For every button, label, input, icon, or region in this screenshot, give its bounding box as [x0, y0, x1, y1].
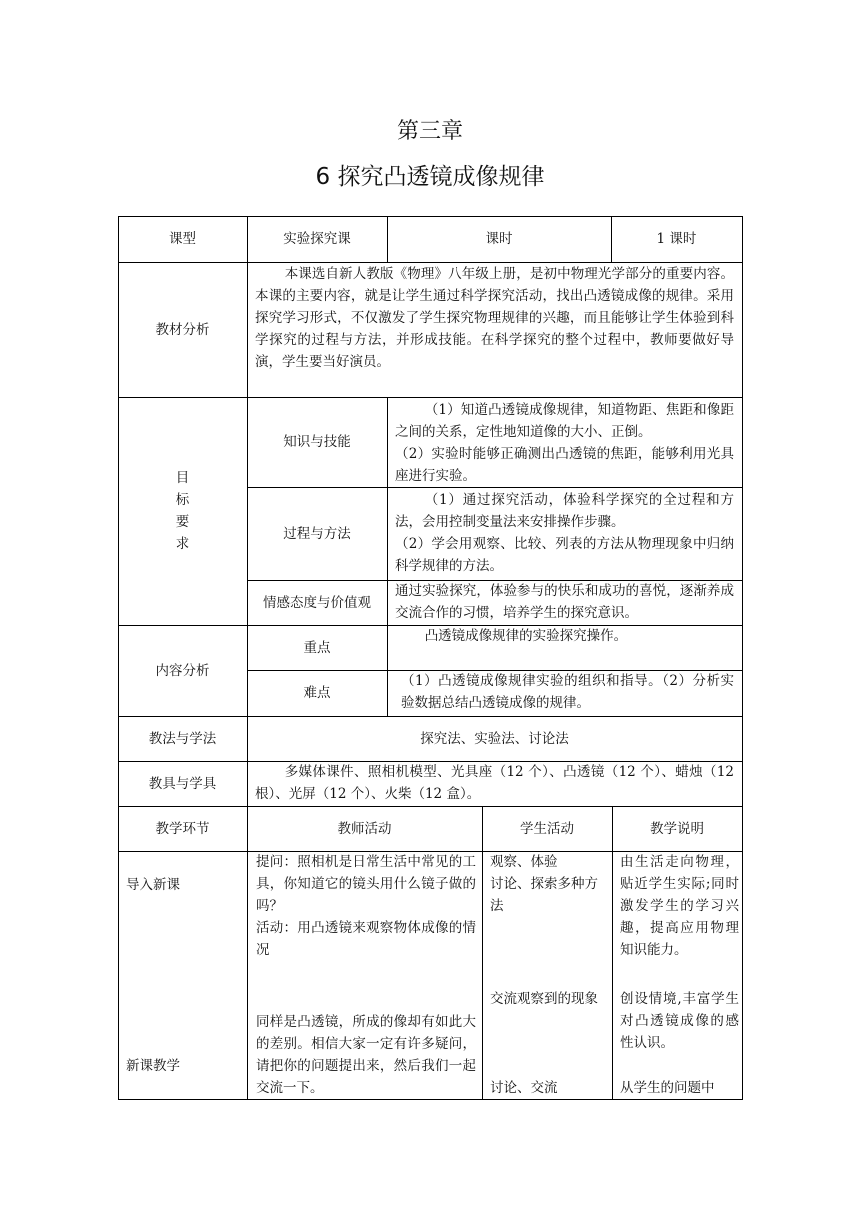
goals-label-char: 标	[175, 492, 190, 508]
student-activity-1: 观察、体验	[490, 854, 558, 870]
goals-label-char: 求	[175, 536, 190, 552]
student-activity-2: 讨论、探索多种方法	[490, 876, 598, 914]
teaching-note-1: 由生活走向物理，贴近学生实际;同时激发学生的学习兴趣，提高应用物理知识能力。	[620, 854, 739, 958]
lesson-type-value: 实验探究课	[283, 231, 351, 247]
hours-value: 1 课时	[656, 231, 697, 247]
tools-text: 多媒体课件、照相机模型、光具座（12 个）、凸透镜（12 个）、蜡烛（12 根）、光屏（12 个）、火柴（12 盒）。	[255, 764, 734, 802]
difficult-point-text: （1）凸透镜成像规律实验的组织和指导。（2）分析实验数据总结凸透镜成像的规律。	[401, 673, 734, 711]
header-teacher: 教师活动	[337, 820, 392, 837]
stage-intro: 导入新课	[126, 877, 180, 893]
chapter-title: 第三章	[396, 119, 463, 144]
student-activity-4: 讨论、交流	[490, 1080, 558, 1096]
content-analysis-label: 内容分析	[155, 662, 210, 679]
goals-label-char: 目	[175, 470, 190, 486]
methods-label: 教法与学法	[148, 730, 217, 747]
process-label: 过程与方法	[283, 525, 351, 542]
process-text-1: （1）通过探究活动，体验科学探究的全过程和方法，会用控制变量法来安排操作步骤。	[395, 492, 734, 530]
header-student: 学生活动	[520, 820, 574, 837]
knowledge-text-1: （1）知道凸透镜成像规律，知道物距、焦距和像距之间的关系，定性地知道像的大小、正倒。	[395, 402, 734, 440]
material-analysis-text: 本课选自新人教版《物理》八年级上册，是初中物理光学部分的重要内容。本课的主要内容，就是让学生通过科学探究活动，找出凸透镜成像的规律。采用探究学习形式，不仅激发了学生探究物理规律的兴趣，而且能够让学生体验到科学探究的过程与方法，并形成技能。在科学探究的整个过程中，教师要做好导演，学生要当好演员。	[255, 266, 734, 370]
header-stage: 教学环节	[155, 820, 210, 837]
tools-label: 教具与学具	[148, 775, 217, 792]
key-point-label: 重点	[303, 639, 331, 656]
goals-label	[118, 397, 247, 625]
teaching-note-2: 创设情境,丰富学生对凸透镜成像的感性认识。	[620, 991, 739, 1051]
key-point-text: 凸透镜成像规律的实验探究操作。	[424, 628, 628, 644]
emotion-label: 情感态度与价值观	[263, 594, 371, 611]
knowledge-text	[387, 397, 742, 487]
difficult-point-label: 难点	[303, 685, 331, 701]
process-text-2: （2）学会用观察、比较、列表的方法从物理现象中归纳科学规律的方法。	[395, 536, 734, 574]
lesson-type-label: 课型	[169, 231, 196, 247]
header-note: 教学说明	[650, 820, 704, 837]
teacher-activity-1: 提问：照相机是日常生活中常见的工具，你知道它的镜头用什么镜子做的吗？	[256, 854, 476, 914]
teacher-activity-2: 活动：用凸透镜来观察物体成像的情况	[256, 920, 476, 958]
knowledge-text-2: （2）实验时能够正确测出凸透镜的焦距，能够利用光具座进行实验。	[395, 446, 734, 484]
student-activity-3: 交流观察到的现象	[490, 991, 598, 1007]
process-text	[387, 487, 742, 580]
goals-label-char: 要	[175, 514, 190, 530]
knowledge-label: 知识与技能	[283, 434, 351, 450]
lesson-title: 6 探究凸透镜成像规律	[315, 164, 545, 190]
material-analysis-label: 教材分析	[155, 321, 210, 338]
hours-label: 课时	[485, 231, 513, 247]
methods-text: 探究法、实验法、讨论法	[420, 730, 569, 747]
teacher-activity-3: 同样是凸透镜，所成的像却有如此大的差别。相信大家一定有许多疑问，请把你的问题提出来，然后我们一起交流一下。	[256, 1014, 476, 1096]
emotion-text: 通过实验探究，体验参与的快乐和成功的喜悦，逐渐养成交流合作的习惯，培养学生的探究意识。	[395, 583, 734, 621]
teaching-note-3: 从学生的问题中	[620, 1080, 715, 1096]
stage-new-lesson: 新课教学	[126, 1058, 180, 1074]
